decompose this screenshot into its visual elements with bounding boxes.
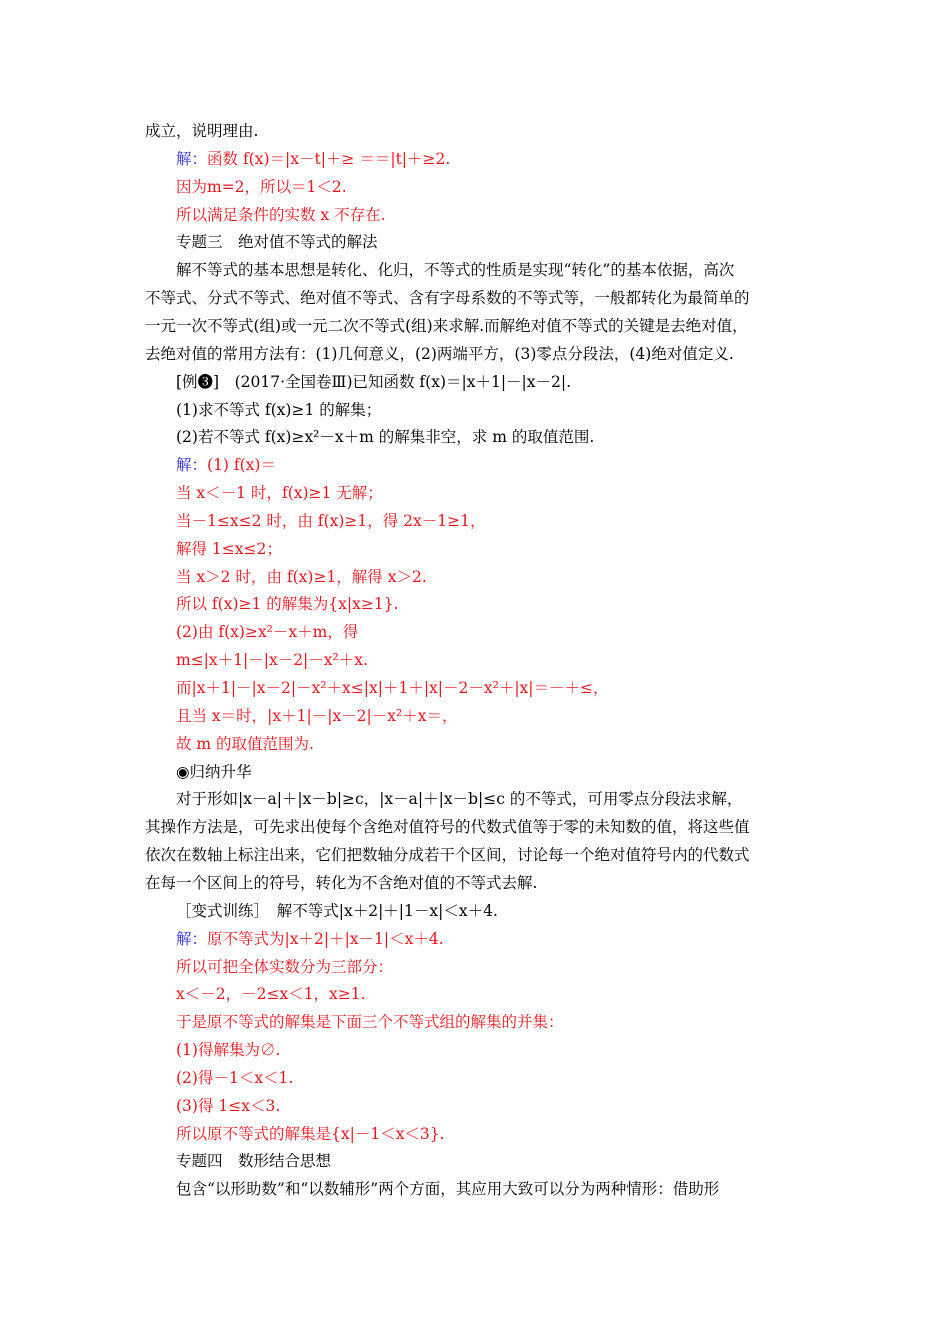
text-line bbox=[176, 538, 282, 560]
text-line bbox=[176, 1178, 719, 1200]
line-text: 专题四 数形结合思想 bbox=[176, 1152, 332, 1171]
text-line bbox=[176, 705, 457, 727]
text-line bbox=[176, 649, 368, 671]
text-line bbox=[176, 259, 734, 281]
line-text: 在每一个区间上的符号，转化为不含绝对值的不等式去解. bbox=[145, 873, 538, 892]
line-text: 原不等式为|x＋2|＋|x－1|＜x＋4. bbox=[207, 929, 444, 948]
text-line bbox=[176, 956, 393, 978]
text-line bbox=[176, 900, 498, 922]
text-line bbox=[176, 733, 314, 755]
text-line bbox=[176, 371, 571, 393]
line-text: m≤|x＋1|－|x－2|－x²＋x. bbox=[176, 651, 368, 670]
line-text: 函数 f(x)＝|x－t|＋≥ ＝＝|t|＋≥2. bbox=[207, 149, 451, 168]
text-line bbox=[176, 928, 444, 950]
text-line bbox=[176, 148, 450, 170]
line-text: (3)得 1≤x＜3. bbox=[176, 1096, 281, 1115]
line-text: 所以 f(x)≥1 的解集为{x|x≥1}. bbox=[176, 595, 399, 614]
text-line bbox=[176, 426, 594, 448]
line-text: 所以满足条件的实数 x 不存在. bbox=[176, 205, 386, 224]
line-text: (1)得解集为∅. bbox=[176, 1041, 281, 1060]
line-text: (1) f(x)＝ bbox=[207, 456, 276, 475]
text-line bbox=[176, 482, 383, 504]
line-text: ［变式训练］ 解不等式|x＋2|＋|1－x|＜x＋4. bbox=[176, 901, 498, 920]
line-text: 其操作方法是，可先求出使每个含绝对值符号的代数式值等于零的未知数的值，将这些值 bbox=[145, 818, 750, 837]
line-text: (2)若不等式 f(x)≥x²－x＋m 的解集非空，求 m 的取值范围. bbox=[176, 428, 595, 447]
line-text: 当 x＜－1 时，f(x)≥1 无解； bbox=[176, 484, 383, 503]
line-text: 于是原不等式的解集是下面三个不等式组的解集的并集： bbox=[176, 1013, 564, 1032]
line-text: (2)由 f(x)≥x²－x＋m，得 bbox=[176, 623, 359, 642]
text-line bbox=[176, 1067, 293, 1089]
text-line bbox=[145, 343, 734, 365]
text-line bbox=[176, 1150, 331, 1172]
line-text: 成立，说明理由. bbox=[145, 122, 259, 140]
line-text: 解不等式的基本思想是转化、化归，不等式的性质是实现“转化”的基本依据，高次 bbox=[176, 261, 735, 280]
line-text: 一元一次不等式(组)或一元二次不等式(组)来求解.而解绝对值不等式的关键是去绝对值， bbox=[145, 316, 748, 335]
text-line bbox=[176, 1123, 445, 1145]
line-text: 所以可把全体实数分为三部分： bbox=[176, 957, 394, 976]
solution-label: 解： bbox=[176, 929, 208, 948]
text-line bbox=[176, 593, 398, 615]
line-text: 故 m 的取值范围为. bbox=[176, 734, 314, 753]
line-text: (2)得－1＜x＜1. bbox=[176, 1068, 294, 1087]
line-text: 对于形如|x－a|＋|x－b|≥c，|x－a|＋|x－b|≤c 的不等式，可用零点分段法求解， bbox=[176, 790, 743, 809]
text-line bbox=[176, 454, 276, 476]
text-line bbox=[176, 1039, 280, 1061]
line-text: x＜－2，－2≤x＜1，x≥1. bbox=[176, 985, 366, 1004]
line-text: 所以原不等式的解集是{x|－1＜x＜3}. bbox=[176, 1124, 445, 1143]
solution-label: 解： bbox=[176, 456, 208, 475]
text-line bbox=[176, 1095, 280, 1117]
solution-label: 解： bbox=[176, 149, 208, 168]
line-text: 包含“以形助数”和“以数辅形”两个方面，其应用大致可以分为两种情形：借助形 bbox=[176, 1180, 720, 1199]
text-line bbox=[145, 844, 750, 866]
text-line bbox=[145, 872, 537, 894]
text-line bbox=[176, 788, 742, 810]
line-text: ◉归纳升华 bbox=[176, 762, 252, 781]
line-text: 解得 1≤x≤2； bbox=[176, 539, 282, 558]
line-text: (1)求不等式 f(x)≥1 的解集； bbox=[176, 400, 382, 419]
text-line bbox=[145, 816, 750, 838]
text-line bbox=[176, 983, 366, 1005]
text-line bbox=[145, 120, 258, 142]
line-text: 且当 x＝时，|x＋1|－|x－2|－x²＋x＝， bbox=[176, 706, 458, 725]
text-line bbox=[176, 621, 358, 643]
line-text: 因为m=2，所以＝1＜2. bbox=[176, 177, 347, 196]
line-text: 依次在数轴上标注出来，它们把数轴分成若干个区间，讨论每一个绝对值符号内的代数式 bbox=[145, 846, 750, 865]
text-line bbox=[176, 1011, 564, 1033]
text-line bbox=[176, 510, 485, 532]
text-line bbox=[176, 176, 347, 198]
text-line bbox=[176, 677, 609, 699]
line-text: 不等式、分式不等式、绝对值不等式、含有字母系数的不等式等，一般都转化为最简单的 bbox=[145, 289, 750, 308]
text-line bbox=[145, 315, 748, 337]
line-text: [例❸] (2017·全国卷Ⅲ)已知函数 f(x)＝|x＋1|－|x－2|. bbox=[176, 372, 572, 391]
line-text: 当 x＞2 时，由 f(x)≥1，解得 x＞2. bbox=[176, 567, 427, 586]
text-line bbox=[145, 287, 750, 309]
text-line bbox=[176, 761, 252, 783]
text-line bbox=[176, 231, 378, 253]
line-text: 去绝对值的常用方法有：(1)几何意义，(2)两端平方，(3)零点分段法，(4)绝对值定义. bbox=[145, 344, 734, 363]
text-line bbox=[176, 399, 381, 421]
line-text: 而|x＋1|－|x－2|－x²＋x≤|x|＋1＋|x|－2－x²＋|x|＝－＋≤， bbox=[176, 679, 609, 697]
text-line bbox=[176, 566, 427, 588]
line-text: 当－1≤x≤2 时，由 f(x)≥1，得 2x－1≥1， bbox=[176, 511, 486, 530]
text-line bbox=[176, 204, 386, 226]
line-text: 专题三 绝对值不等式的解法 bbox=[176, 233, 378, 252]
